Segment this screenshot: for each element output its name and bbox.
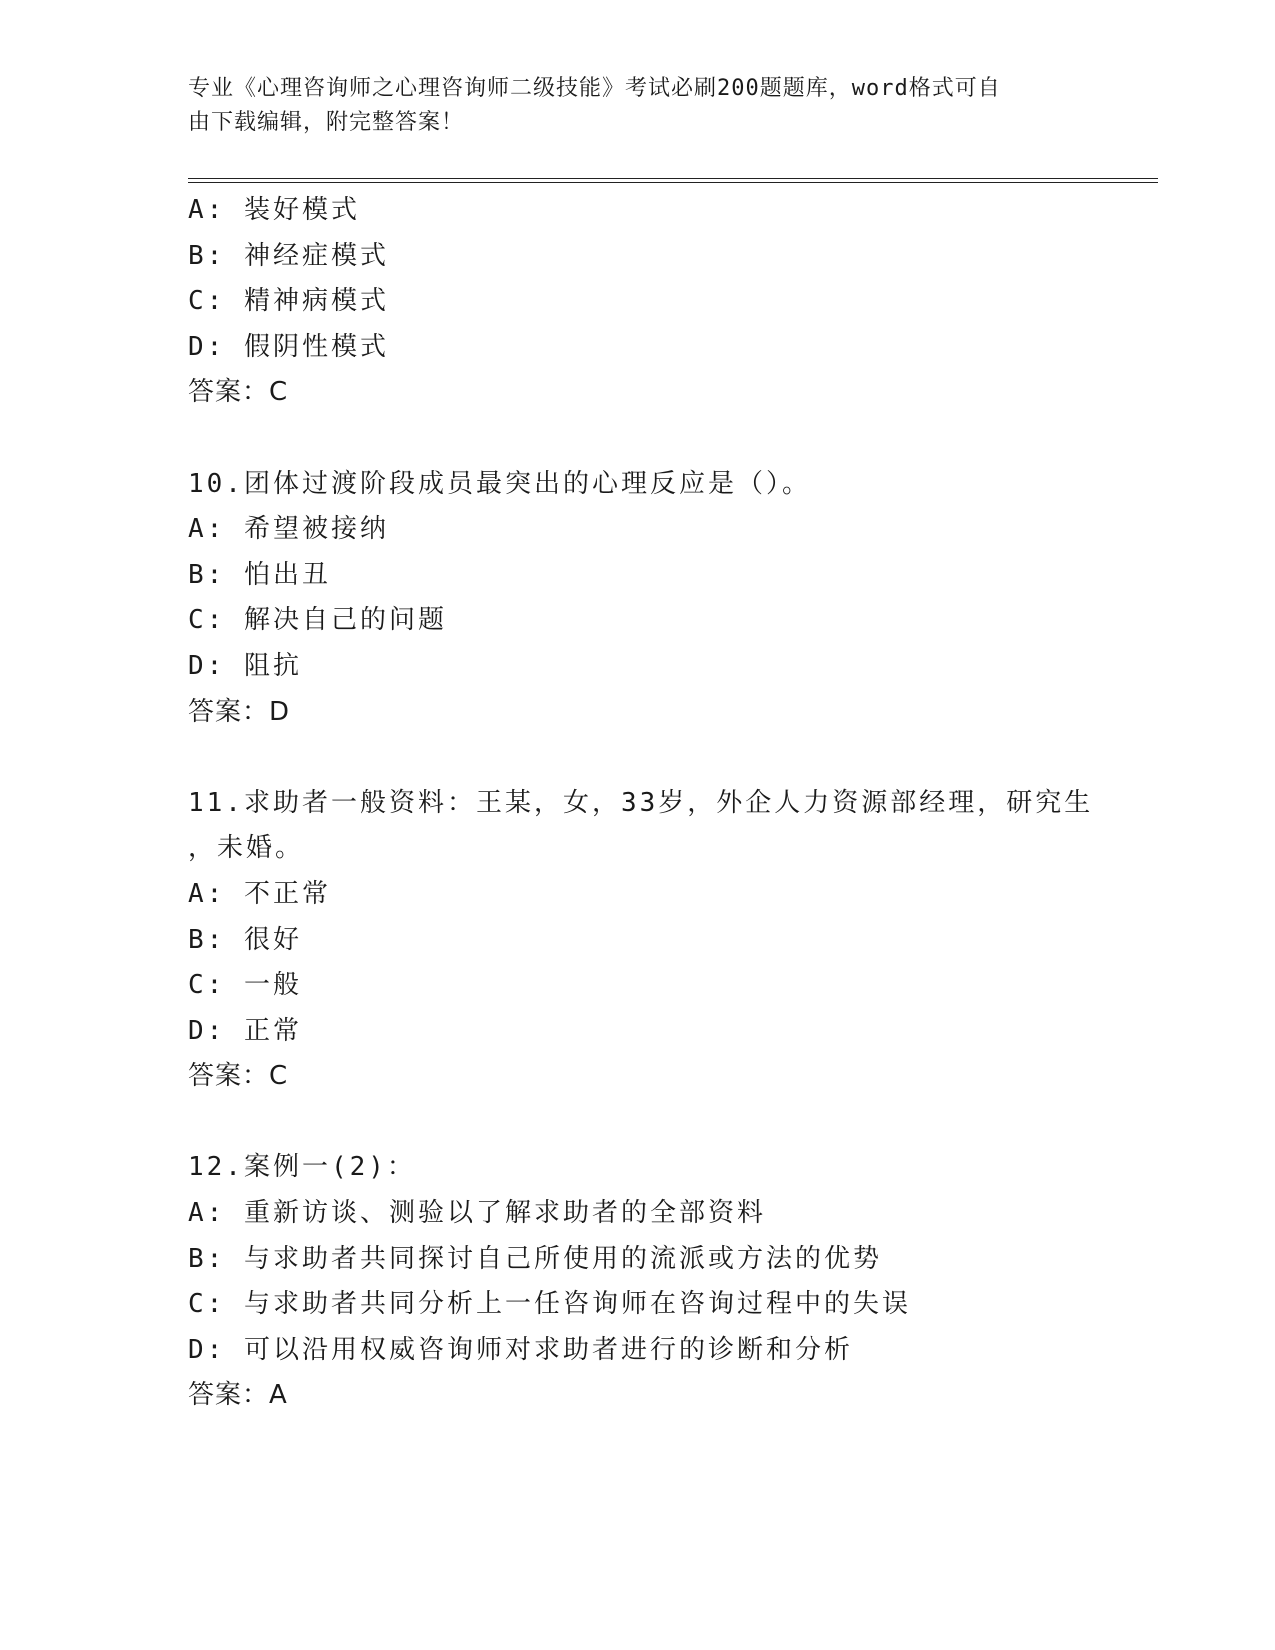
question-block-11 [188,781,1148,1100]
option-c: C: 解决自己的问题 [188,605,447,636]
question-block-9 [188,188,1148,416]
option-b: B: 很好 [188,924,302,955]
option-a: A: 希望被接纳 [188,514,389,545]
spacer [188,1100,1148,1146]
question-text: 12.案例一(2)： [188,1152,416,1183]
option-c: C: 与求助者共同分析上一任咨询师在咨询过程中的失误 [188,1289,911,1320]
header-line-2: 由下载编辑，附完整答案！ [188,110,465,135]
header-divider-top [188,178,1158,179]
option-d: D: 可以沿用权威咨询师对求助者进行的诊断和分析 [188,1334,853,1365]
question-list [188,188,1148,1419]
option-a: A: 重新访谈、测验以了解求助者的全部资料 [188,1198,766,1229]
option-d: D: 假阴性模式 [188,331,389,362]
option-d: D: 正常 [188,1015,302,1046]
question-block-10 [188,462,1148,736]
option-a: A: 不正常 [188,878,331,909]
question-block-12 [188,1145,1148,1419]
question-text-continued: ，未婚。 [188,833,305,864]
question-text: 11.求助者一般资料：王某，女，33岁，外企人力资源部经理，研究生 [188,787,1094,818]
option-a: A: 装好模式 [188,195,360,225]
option-b: B: 怕出丑 [188,559,331,590]
answer-line: 答案：D [188,696,291,727]
answer-line: 答案：A [188,1380,288,1411]
option-b: B: 神经症模式 [188,240,389,271]
option-c: C: 精神病模式 [188,286,389,317]
question-text: 10.团体过渡阶段成员最突出的心理反应是（）。 [188,468,811,499]
document-header [188,72,1088,140]
header-line-1: 专业《心理咨询师之心理咨询师二级技能》考试必刷200题题库，word格式可自 [188,76,1001,101]
spacer [188,416,1148,462]
answer-line: 答案：C [188,377,289,408]
option-b: B: 与求助者共同探讨自己所使用的流派或方法的优势 [188,1243,882,1274]
option-c: C: 一般 [188,970,302,1001]
option-d: D: 阻抗 [188,650,302,681]
answer-line: 答案：C [188,1061,289,1092]
spacer [188,735,1148,781]
header-divider-bottom [188,182,1158,183]
